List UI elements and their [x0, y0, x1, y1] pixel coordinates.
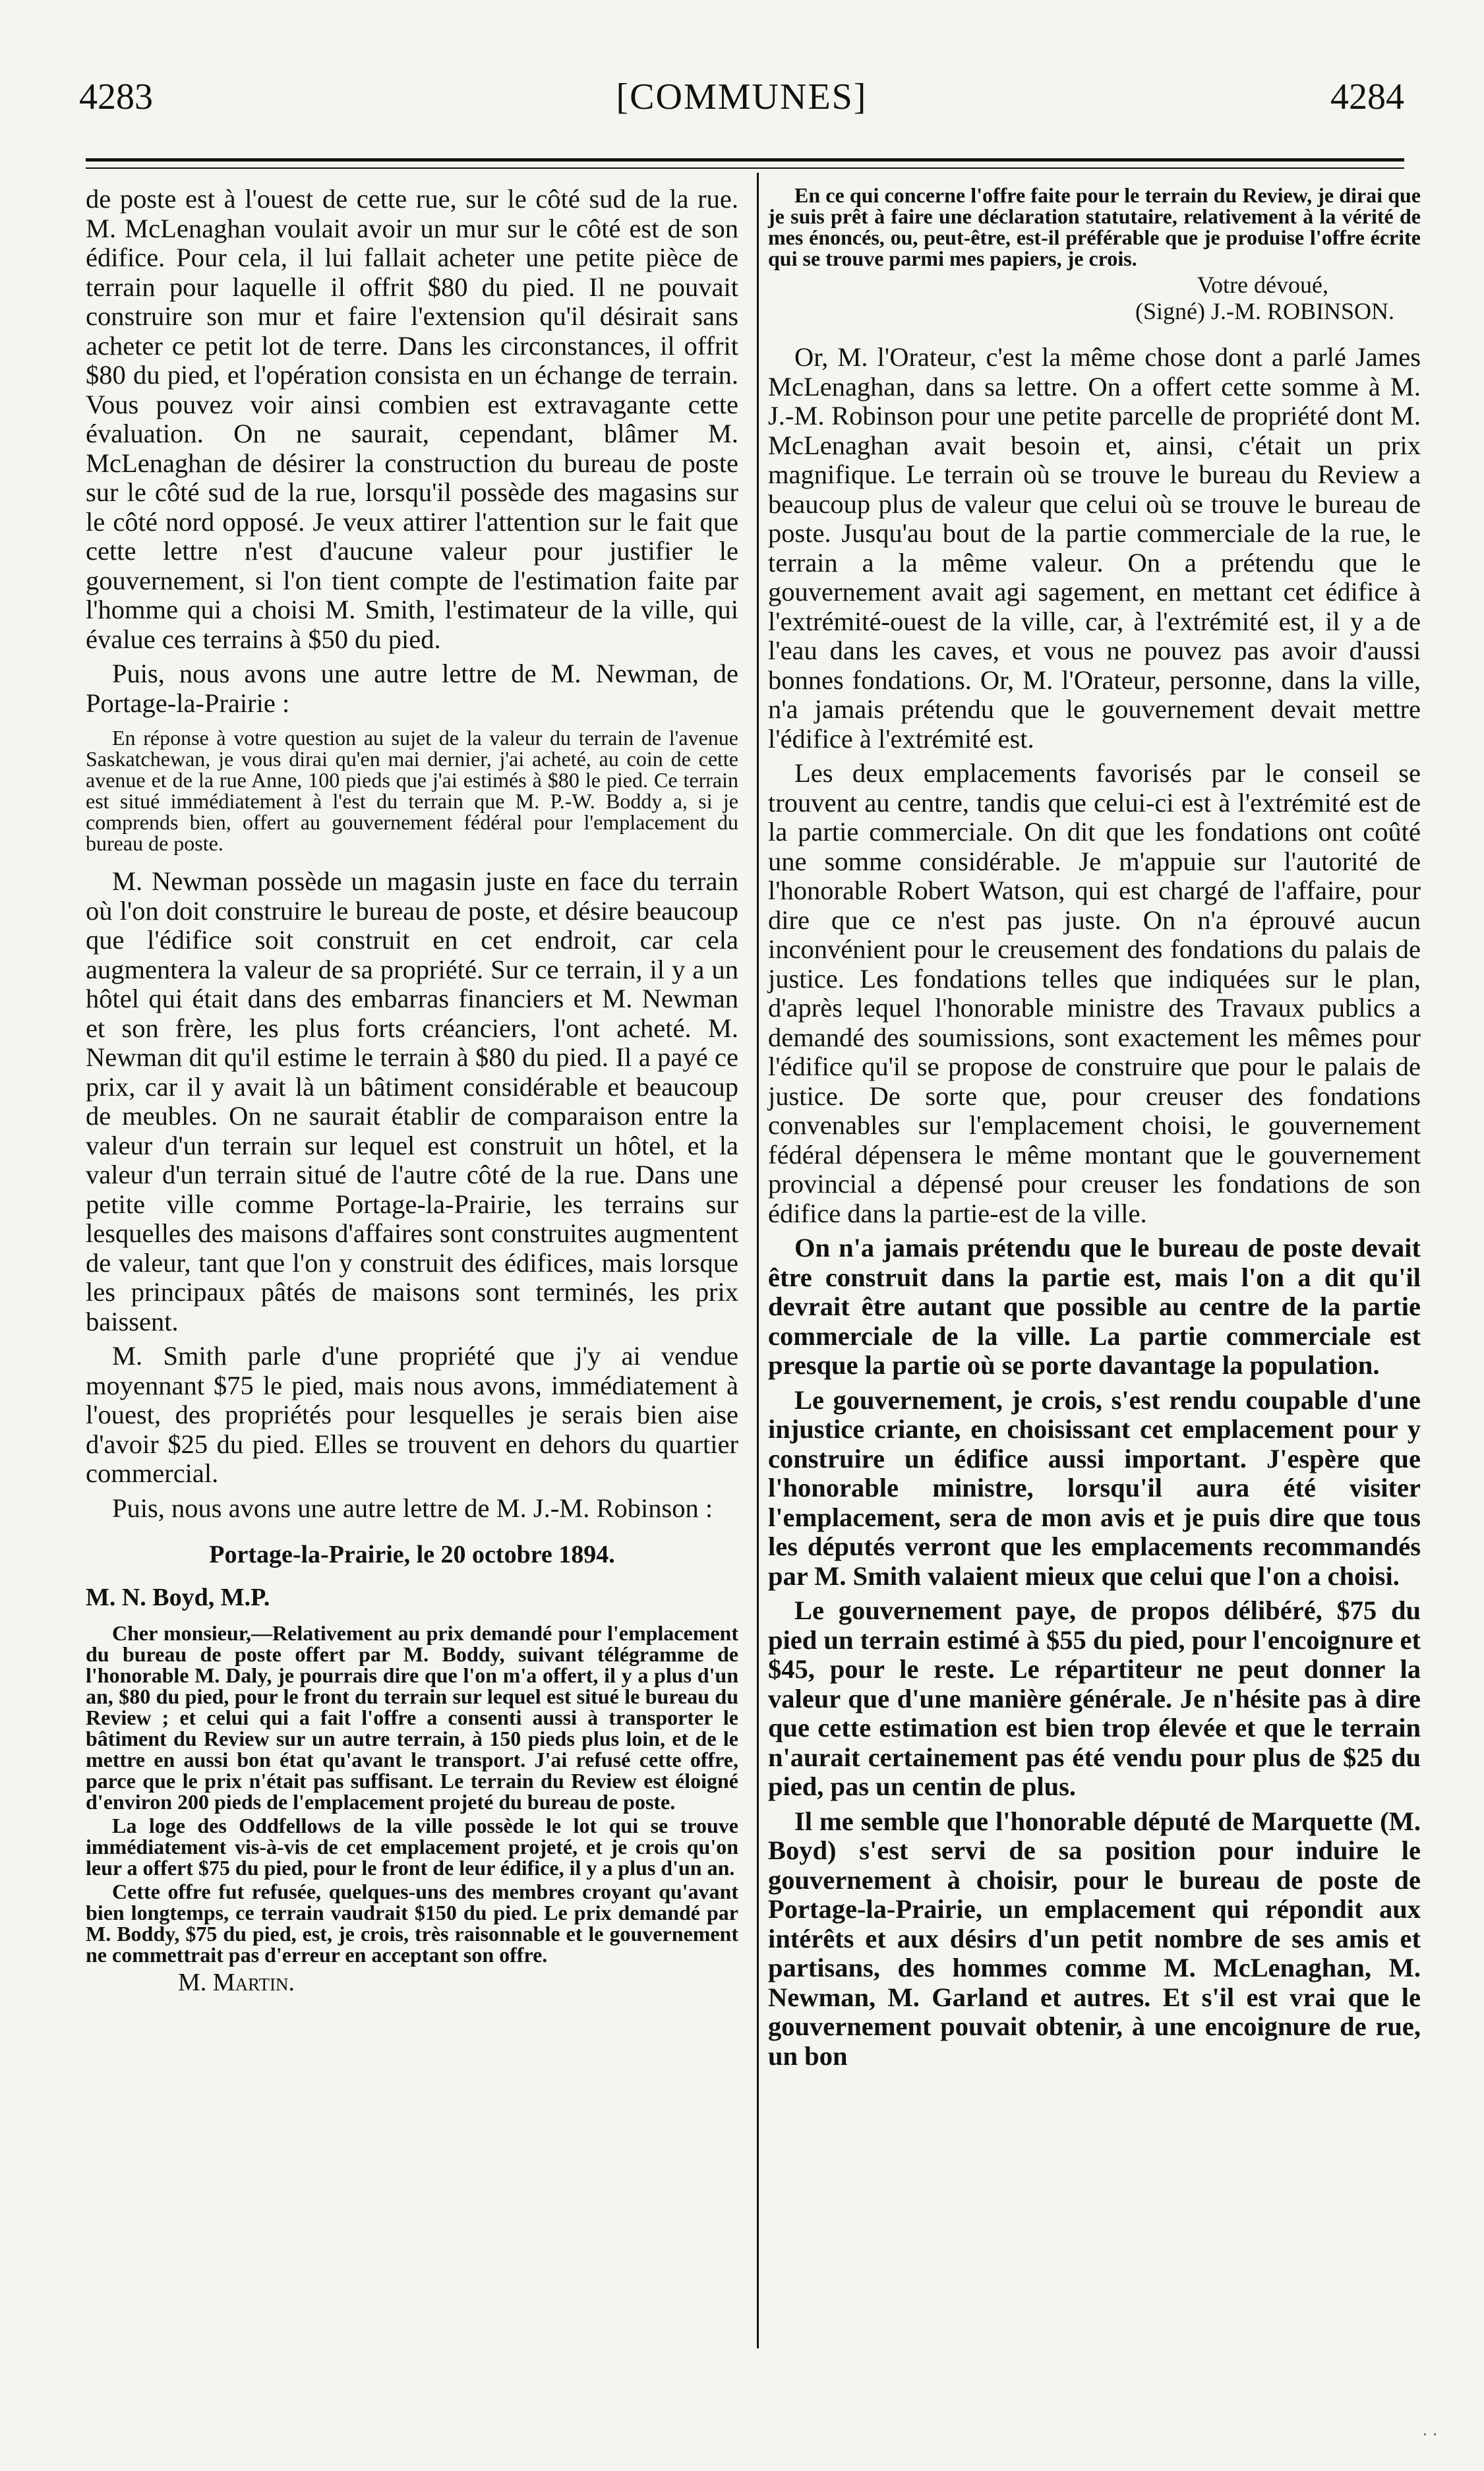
- paragraph: Puis, nous avons une autre lettre de M. J.-M. Robinson :: [112, 1493, 713, 1523]
- paragraph: de poste est à l'ouest de cette rue, sur le côté sud de la rue. M. McLenaghan voulait avoir un mur sur le côté est de son édifice. Pour cela, il lui fallait acheter une petite pièce de terrain pour laquelle il offrit $80 du pied. Il ne pouvait construire son mur et faire l'extension qu'il désirait sans acheter ce petit lot de terre. Dans les circonstances, il offrit $80 du pied, et l'opération consista en un échange de terrain. Vous pouvez voir ainsi combien est extravagante cette évaluation. On ne saurait, cependant, blâmer M. McLenaghan de désirer la construction du bureau de poste sur le côté sud de la rue, lorsqu'il possède des magasins sur le côté nord opposé. Je veux attirer l'attention sur le fait que cette lettre n'est d'aucune valeur pour justifier le gouvernement, si l'on tient compte de l'estimation faite par l'homme qui a choisi M. Smith, l'estimateur de la ville, qui évalue ces terrains à $50 du pied.: [86, 184, 738, 654]
- speaker-signature: M. Martin.: [178, 1969, 295, 1996]
- page-header: [79, 76, 1404, 129]
- paragraph: M. Smith parle d'une propriété que j'y ai vendue moyennant $75 le pied, mais nous avons, immédiatement à l'ouest, des propriétés pour lesquelles je serais bien aise d'avoir $25 du pied. Elles se trouvent en dehors du quartier commercial.: [86, 1341, 738, 1488]
- quoted-letter-robinson-1: Cher monsieur,—Relativement au prix demandé pour l'emplacement du bureau de poste offert par M. Boddy, suivant télégramme de l'honorable M. Daly, je pourrais dire que l'on m'a offert, il y a plus d'un an, $80 du pied, pour le front du terrain sur lequel est situé le bureau du Review ; et celui qui a fait l'offre a consenti aussi à transporter le bâtiment du Review sur un autre terrain, à 150 pieds plus loin, et de le mettre en aussi bon état qu'avant le transport. J'ai refusé cette offre, parce que le prix n'était pas suffisant. Le terrain du Review est éloigné d'environ 200 pieds de l'emplacement projeté du bureau de poste.: [86, 1621, 738, 1814]
- header-title: [COMMUNES]: [616, 76, 868, 117]
- paragraph: Le gouvernement paye, de propos délibéré, $75 du pied un terrain estimé à $55 du pied, pour l'encoignure et $45, pour le reste. Le répartiteur ne peut donner la valeur que d'une manière générale. Je n'hésite pas à dire que cette estimation est bien trop élevée et que le terrain n'aurait certainement pas été vendu pour plus de $25 du pied, pas un centin de plus.: [768, 1595, 1421, 1801]
- letter-addressee: M. N. Boyd, M.P.: [86, 1583, 270, 1611]
- header-rule-thin: [86, 167, 1404, 169]
- paragraph: Il me semble que l'honorable député de Marquette (M. Boyd) s'est servi de sa position pour induire le gouvernement à choisir, pour le bureau de poste de Portage-la-Prairie, un emplacement qui répondit aux intérêts et aux désirs d'un petit nombre de ses amis et partisans, des hommes comme M. McLenaghan, M. Newman, M. Garland et autres. Et s'il est vrai que le gouvernement pouvait obtenir, à une encoignure de rue, un bon: [768, 1806, 1421, 2071]
- paragraph: On n'a jamais prétendu que le bureau de poste devait être construit dans la partie est, mais l'on a dit qu'il devrait être autant que possible au centre de la partie commerciale de la ville. La partie commerciale est presque la partie où se porte davantage la population.: [768, 1233, 1421, 1380]
- letter-signed: (Signé) J.-M. ROBINSON.: [1135, 298, 1394, 324]
- column-divider: [757, 173, 759, 2348]
- paragraph: Le gouvernement, je crois, s'est rendu coupable d'une injustice criante, en choisissant cet emplacement pour y construire un édifice aussi important. J'espère que l'honorable ministre, lorsqu'il aura été visiter l'emplacement, sera de mon avis et je puis dire que tous les députés verront que les emplacements recommandés par M. Smith valaient mieux que celui que l'on a choisi.: [768, 1384, 1421, 1591]
- paragraph: Les deux emplacements favorisés par le conseil se trouvent au centre, tandis que celui-ci est à l'extrémité est de la partie commerciale. On dit que les fondations ont coûté une somme considérable. Je m'appuie sur l'autorité de l'honorable Robert Watson, qui est chargé de l'affaire, pour dire que ce n'est pas juste. On n'a éprouvé aucun inconvénient pour le creusement des fondations du palais de justice. Les fondations telles que indiquées sur le plan, d'après lequel l'honorable ministre des Travaux publics a demandé des soumissions, sont exactement les mêmes pour l'édifice qu'il se propose de construire que pour le palais de justice. De sorte que, pour creuser des fondations convenables sur l'emplacement choisi, le gouvernement fédéral dépensera le même montant que le gouvernement provincial a dépensé pour creuser les fondations de son édifice dans la partie-est de la ville.: [768, 758, 1421, 1228]
- quoted-letter-robinson-2: La loge des Oddfellows de la ville possède le lot qui se trouve immédiatement vis-à-vis de cet emplacement projeté, et je crois qu'on leur a offert $75 du pied, pour le front de leur édifice, il y a plus d'un an.: [86, 1814, 738, 1880]
- quoted-letter-continued: En ce qui concerne l'offre faite pour le terrain du Review, je dirai que je suis prêt à faire une déclaration statutaire, relativement à la vérité de mes énoncés, ou, peut-être, est-il préférable que je produise l'offre écrite qui se trouve parmi mes papiers, je crois.: [768, 183, 1421, 270]
- right-column: [768, 185, 1421, 2076]
- header-rule-thick: [86, 158, 1404, 162]
- paragraph: M. Newman possède un magasin juste en face du terrain où l'on doit construire le bureau de poste, et désire beaucoup que l'édifice soit construit en cet endroit, car cela augmentera la valeur de sa propriété. Sur ce terrain, il y a un hôtel qui était dans des embarras financiers et M. Newman et son frère, les plus forts créanciers, l'ont acheté. M. Newman dit qu'il estime le terrain à $80 du pied. Il a payé ce prix, car il y avait là un bâtiment considérable et beaucoup de meubles. On ne saurait établir de comparaison entre la valeur d'un terrain sur lequel est construit un hôtel, et la valeur d'un terrain situé de l'autre côté de la rue. Dans une petite ville comme Portage-la-Prairie, les terrains sur lesquelles des maisons d'affaires sont construites augmentent de valeur, tant que l'on y construit des édifices, mais lorsque les principaux pâtés de maisons sont terminés, les prix baissent.: [86, 866, 738, 1336]
- paragraph: Or, M. l'Orateur, c'est la même chose dont a parlé James McLenaghan, dans sa lettre. On a offert cette somme à M. J.-M. Robinson pour une petite parcelle de propriété dont M. McLenaghan avait besoin et, ainsi, c'était un prix magnifique. Le terrain où se trouve le bureau du Review a beaucoup plus de valeur que celui où se trouve le bureau de poste. Jusqu'au bout de la partie commerciale de la rue, le terrain a la même valeur. On a prétendu que le gouvernement avait agi sagement, en mettant cet édifice à l'extrémité-ouest de la ville, car, à l'extrémité est, il y a de l'eau dans les caves, et vous ne pouvez pas avoir d'aussi bonnes fondations. Or, M. l'Orateur, personne, dans la ville, n'a jamais prétendu que le gouvernement devait mettre l'édifice à l'extrémité est.: [768, 342, 1421, 754]
- page-number-left: 4283: [79, 76, 153, 117]
- page-number-right: 4284: [1330, 76, 1404, 117]
- paragraph: Puis, nous avons une autre lettre de M. Newman, de Portage-la-Prairie :: [86, 659, 738, 718]
- left-column: [86, 185, 738, 1998]
- letter-closing: Votre dévoué,: [1197, 272, 1328, 298]
- quoted-letter-newman: En réponse à votre question au sujet de la valeur du terrain de l'avenue Saskatchewan, je vous dirai qu'en mai dernier, j'ai acheté, au coin de cette avenue et de la rue Anne, 100 pieds que j'ai estimés à $80 le pied. Ce terrain est situé immédiatement à l'est du terrain que M. P.-W. Boddy a, si je comprends bien, offert au gouvernement fédéral pour l'emplacement du bureau de poste.: [86, 726, 738, 855]
- quoted-letter-robinson-3: Cette offre fut refusée, quelques-uns des membres croyant qu'avant bien longtemps, ce terrain vaudrait $150 du pied. Le prix demandé par M. Boddy, $75 du pied, est, je crois, très raisonnable et le gouvernement ne commettrait pas d'erreur en acceptant son offre.: [86, 1880, 738, 1967]
- letter-place-date: Portage-la-Prairie, le 20 octobre 1894.: [209, 1541, 615, 1568]
- scan-specks: · ·: [1422, 2425, 1438, 2444]
